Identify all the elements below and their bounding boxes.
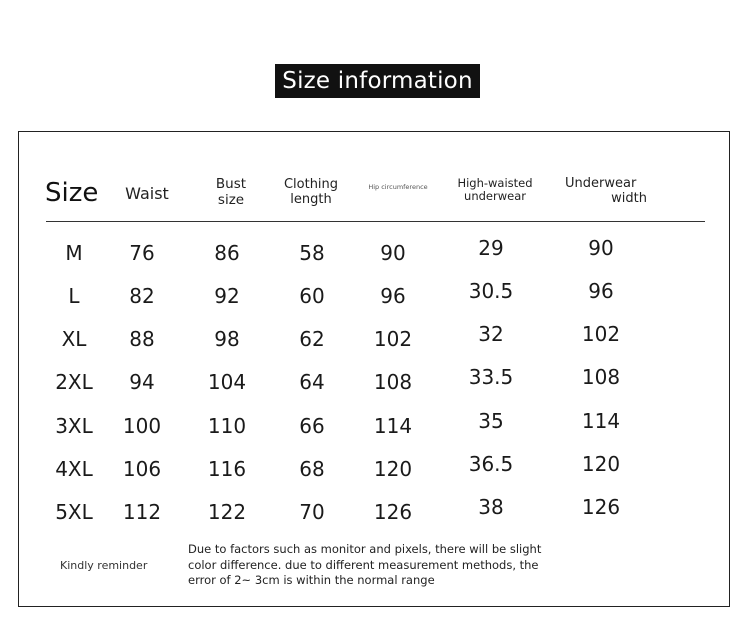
header-high-waisted-underwear: High-waisted underwear bbox=[457, 176, 533, 204]
cell-waist: 76 bbox=[129, 241, 155, 265]
cell-bust: 86 bbox=[214, 241, 240, 265]
header-underwear-width-line2: width bbox=[611, 190, 647, 206]
cell-high-waisted-underwear: 33.5 bbox=[468, 365, 514, 389]
cell-underwear-width: 120 bbox=[581, 452, 621, 476]
cell-hip: 126 bbox=[373, 500, 413, 524]
cell-size: 4XL bbox=[55, 457, 93, 481]
cell-hip: 108 bbox=[373, 370, 413, 394]
cell-underwear-width: 114 bbox=[581, 409, 621, 433]
cell-waist: 94 bbox=[129, 370, 155, 394]
cell-hip: 120 bbox=[373, 457, 413, 481]
cell-underwear-width: 96 bbox=[588, 279, 614, 303]
cell-clothing-length: 68 bbox=[299, 457, 325, 481]
cell-size: M bbox=[65, 241, 83, 265]
cell-bust: 110 bbox=[207, 414, 247, 438]
cell-clothing-length: 62 bbox=[299, 327, 325, 351]
cell-underwear-width: 126 bbox=[581, 495, 621, 519]
cell-waist: 82 bbox=[129, 284, 155, 308]
cell-size: XL bbox=[61, 327, 87, 351]
header-waist: Waist bbox=[125, 184, 169, 203]
cell-hip: 96 bbox=[380, 284, 406, 308]
cell-bust: 122 bbox=[207, 500, 247, 524]
header-hip: Hip circumference bbox=[368, 183, 428, 191]
cell-clothing-length: 58 bbox=[299, 241, 325, 265]
cell-size: 5XL bbox=[55, 500, 93, 524]
header-clothing-length: Clothing length bbox=[283, 177, 339, 207]
cell-size: 3XL bbox=[55, 414, 93, 438]
cell-bust: 104 bbox=[207, 370, 247, 394]
cell-waist: 112 bbox=[122, 500, 162, 524]
cell-high-waisted-underwear: 30.5 bbox=[468, 279, 514, 303]
cell-clothing-length: 70 bbox=[299, 500, 325, 524]
cell-underwear-width: 90 bbox=[588, 236, 614, 260]
cell-bust: 92 bbox=[214, 284, 240, 308]
header-divider bbox=[46, 221, 705, 222]
cell-waist: 106 bbox=[122, 457, 162, 481]
cell-high-waisted-underwear: 36.5 bbox=[468, 452, 514, 476]
cell-hip: 102 bbox=[373, 327, 413, 351]
cell-clothing-length: 60 bbox=[299, 284, 325, 308]
reminder-label: Kindly reminder bbox=[60, 559, 148, 572]
cell-underwear-width: 108 bbox=[581, 365, 621, 389]
cell-waist: 100 bbox=[122, 414, 162, 438]
cell-size: 2XL bbox=[55, 370, 93, 394]
cell-clothing-length: 66 bbox=[299, 414, 325, 438]
cell-size: L bbox=[68, 284, 80, 308]
cell-clothing-length: 64 bbox=[299, 370, 325, 394]
cell-high-waisted-underwear: 29 bbox=[478, 236, 504, 260]
cell-high-waisted-underwear: 35 bbox=[478, 409, 504, 433]
cell-high-waisted-underwear: 38 bbox=[478, 495, 504, 519]
cell-high-waisted-underwear: 32 bbox=[478, 322, 504, 346]
reminder-text: Due to factors such as monitor and pixels, there will be slight color difference. due to different measurement methods, the error of 2~ 3cm is within the normal range bbox=[188, 542, 542, 587]
cell-bust: 116 bbox=[207, 457, 247, 481]
header-bust: Bust size bbox=[215, 176, 247, 208]
header-size: Size bbox=[45, 178, 99, 208]
cell-bust: 98 bbox=[214, 327, 240, 351]
cell-hip: 114 bbox=[373, 414, 413, 438]
cell-waist: 88 bbox=[129, 327, 155, 351]
cell-underwear-width: 102 bbox=[581, 322, 621, 346]
header-underwear-width-line1: Underwear bbox=[565, 176, 637, 191]
header-underwear-width bbox=[565, 177, 647, 207]
cell-hip: 90 bbox=[380, 241, 406, 265]
page-title: Size information bbox=[275, 64, 480, 98]
